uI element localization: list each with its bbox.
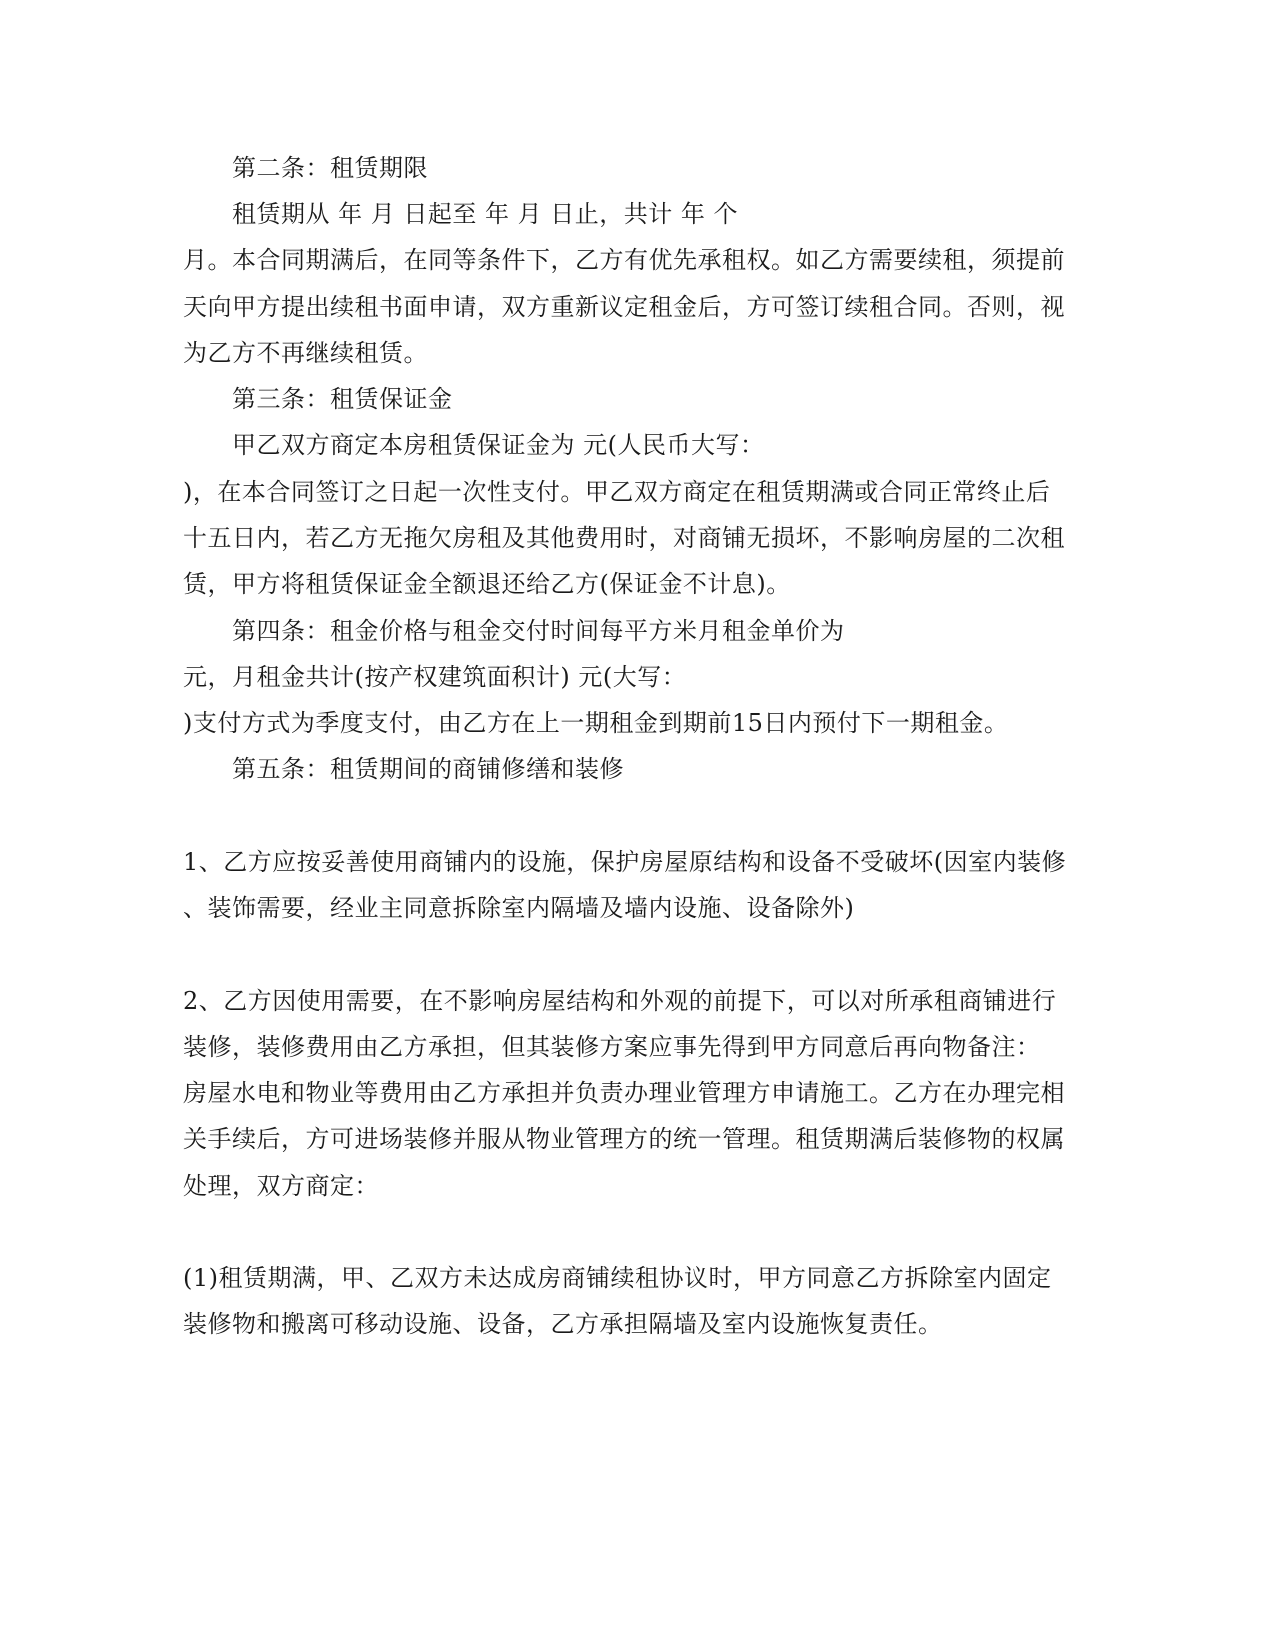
text-line: 赁，甲方将租赁保证金全额退还给乙方(保证金不计息)。 xyxy=(183,570,791,598)
text-line: 天向甲方提出续租书面申请，双方重新议定租金后，方可签订续租合同。否则，视 xyxy=(183,293,1065,321)
article-3-heading: 第三条：租赁保证金 xyxy=(232,385,453,413)
article-5-heading: 第五条：租赁期间的商铺修缮和装修 xyxy=(232,755,624,783)
text-line: )支付方式为季度支付，由乙方在上一期租金到期前15日内预付下一期租金。 xyxy=(183,709,1009,737)
clause-1-line: 、装饰需要，经业主同意拆除室内隔墙及墙内设施、设备除外) xyxy=(183,894,855,922)
article-4-heading: 第四条：租金价格与租金交付时间每平方米月租金单价为 xyxy=(232,617,845,645)
text-line: 月。本合同期满后，在同等条件下，乙方有优先承租权。如乙方需要续租，须提前 xyxy=(183,246,1065,274)
clause-2-line: 关手续后，方可进场装修并服从物业管理方的统一管理。租赁期满后装修物的权属 xyxy=(183,1125,1065,1153)
text-line: 甲乙双方商定本房租赁保证金为 元(人民币大写： xyxy=(232,431,765,459)
sub-clause-1-line: (1)租赁期满，甲、乙双方未达成房商铺续租协议时，甲方同意乙方拆除室内固定 xyxy=(183,1264,1052,1292)
clause-2-line: 房屋水电和物业等费用由乙方承担并负责办理业管理方申请施工。乙方在办理完相 xyxy=(183,1079,1065,1107)
clause-1-line: 1、乙方应按妥善使用商铺内的设施，保护房屋原结构和设备不受破坏(因室内装修 xyxy=(183,848,1067,876)
text-line: 十五日内，若乙方无拖欠房租及其他费用时，对商铺无损坏，不影响房屋的二次租 xyxy=(183,524,1065,552)
clause-2-line: 装修，装修费用由乙方承担，但其装修方案应事先得到甲方同意后再向物备注： xyxy=(183,1033,1041,1061)
clause-2-line: 处理，双方商定： xyxy=(183,1172,379,1200)
text-line: 为乙方不再继续租赁。 xyxy=(183,339,428,367)
sub-clause-1-line: 装修物和搬离可移动设施、设备，乙方承担隔墙及室内设施恢复责任。 xyxy=(183,1310,943,1338)
text-line: 元，月租金共计(按产权建筑面积计) 元(大写： xyxy=(183,663,687,691)
text-line: 租赁期从 年 月 日起至 年 月 日止，共计 年 个 xyxy=(232,200,739,228)
text-line: )，在本合同签订之日起一次性支付。甲乙双方商定在租赁期满或合同正常终止后 xyxy=(183,478,1051,506)
article-2-heading: 第二条：租赁期限 xyxy=(232,154,428,182)
clause-2-line: 2、乙方因使用需要，在不影响房屋结构和外观的前提下，可以对所承租商铺进行 xyxy=(183,987,1057,1015)
